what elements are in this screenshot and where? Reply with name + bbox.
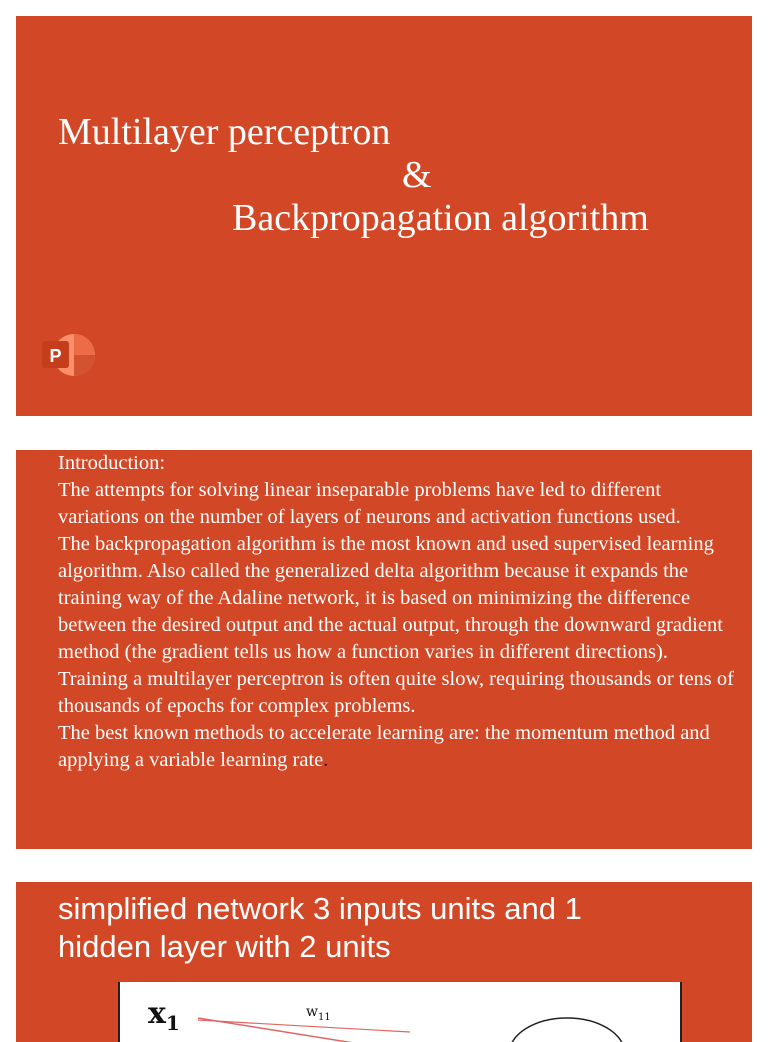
- title-line-1: Multilayer perceptron: [58, 111, 391, 153]
- neuron-node: [509, 1018, 625, 1042]
- input-x1-label: $x_1$: [148, 996, 180, 1035]
- introduction-body: [58, 450, 738, 774]
- network-title-line-2: hidden layer with 2 units: [58, 929, 391, 964]
- powerpoint-logo-icon: [40, 330, 98, 380]
- network-slide-title: [58, 890, 738, 966]
- network-diagram-lines: [120, 982, 680, 1042]
- intro-last-punct: .: [323, 749, 329, 771]
- network-diagram: [118, 982, 682, 1042]
- intro-paragraph: The backpropagation algorithm is the most known and used supervised learning algorithm. Also called the generalized delta algorithm because it expands the training way of the Adaline network, it is based on minimizing the difference between the desired output and the actual output, through the downward gradient method (the gradient tells us how a function varies in different directions).: [58, 533, 723, 663]
- introduction-slide: [16, 450, 752, 849]
- network-title-line-1: simplified network 3 inputs units and 1: [58, 891, 582, 926]
- intro-paragraph: Training a multilayer perceptron is often quite slow, requiring thousands or tens of thousands of epochs for complex problems.: [58, 668, 734, 717]
- intro-last-text: The best known methods to accelerate learning are: the momentum method and applying a variable learning rate: [58, 722, 710, 771]
- network-slide: [16, 882, 752, 1042]
- svg-text:P: P: [49, 346, 62, 366]
- weight-w11-label: $w_{11}$: [306, 1004, 331, 1023]
- intro-paragraph-last: [58, 720, 738, 774]
- intro-paragraph: The attempts for solving linear inseparable problems have led to different variations on the number of layers of neurons and activation functions used.: [58, 479, 681, 528]
- title-line-2: Backpropagation algorithm: [232, 197, 649, 239]
- title-slide: [16, 16, 752, 416]
- intro-heading: Introduction:: [58, 452, 166, 474]
- connection-line: [198, 1020, 410, 1032]
- title-ampersand: &: [402, 154, 432, 196]
